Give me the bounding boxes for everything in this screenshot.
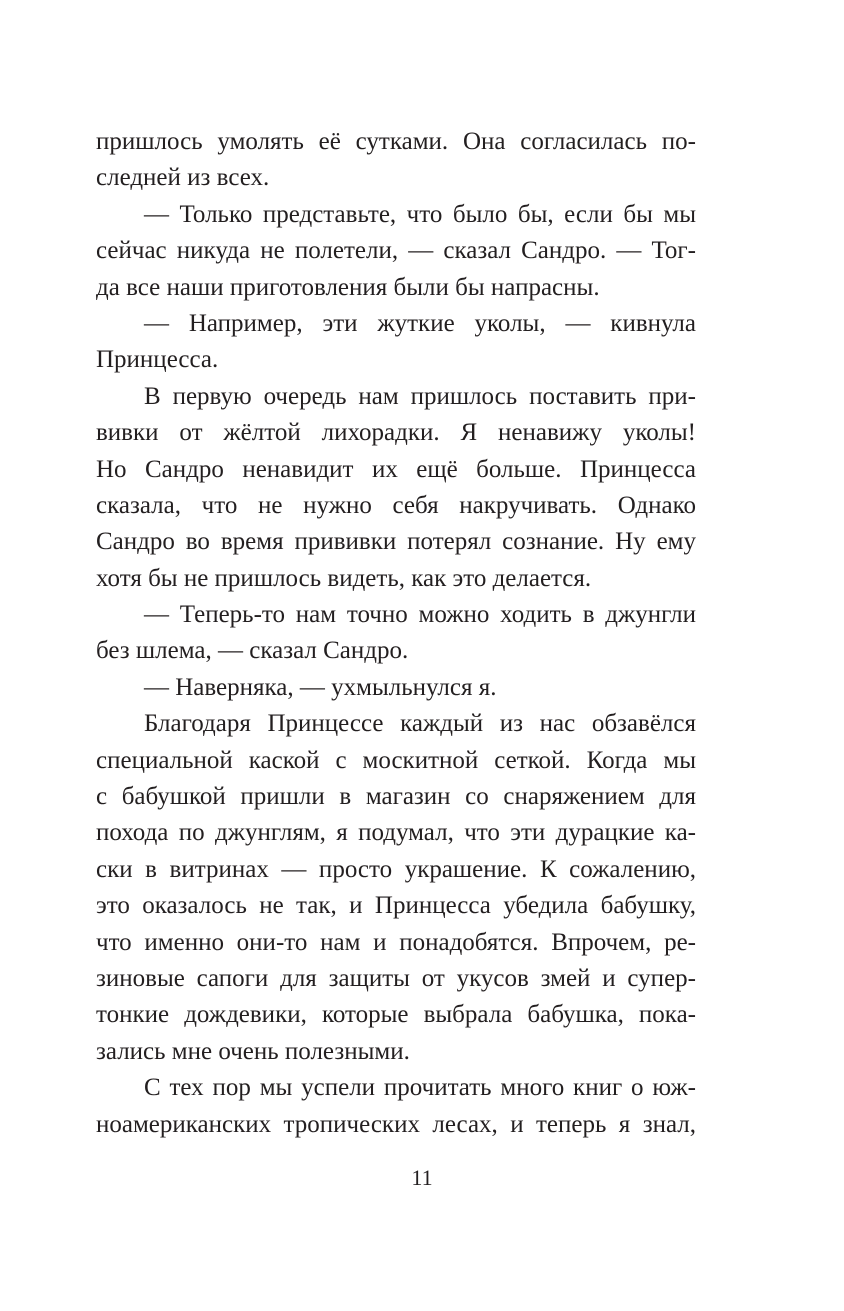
text-line: вивки от жёлтой лихорадки. Я ненавижу уколы! <box>96 419 696 447</box>
text-line: да все наши приготовления были бы напрасны. <box>96 273 600 301</box>
text-line: — Только представьте, что было бы, если бы мы <box>144 200 696 228</box>
page-number: 11 <box>411 1165 433 1190</box>
text-line: В первую очередь нам пришлось поставить при- <box>144 382 696 410</box>
text-line: ноамериканских тропических лесах, и теперь я знал, <box>96 1110 696 1138</box>
text-line: что именно они-то нам и понадобятся. Впрочем, ре- <box>96 928 696 956</box>
text-line: С тех пор мы успели прочитать много книг о юж- <box>144 1074 696 1102</box>
text-line: без шлема, — сказал Сандро. <box>96 637 409 665</box>
text-line: — Наверняка, — ухмыльнулся я. <box>144 673 497 701</box>
text-line: зались мне очень полезными. <box>96 1037 410 1065</box>
text-line: — Например, эти жуткие уколы, — кивнула <box>144 309 696 337</box>
text-line: Сандро во время прививки потерял сознание. Ну ему <box>96 528 696 556</box>
text-line: пришлось умолять её сутками. Она согласилась по- <box>96 128 696 155</box>
text-line: ски в витринах — просто украшение. К сожалению, <box>96 855 696 883</box>
text-line: Принцесса. <box>96 346 219 374</box>
text-line: похода по джунглям, я подумал, что эти дурацкие ка- <box>96 819 696 847</box>
text-line: хотя бы не пришлось видеть, как это делается. <box>96 564 592 592</box>
text-line: Но Сандро ненавидит их ещё больше. Принцесса <box>96 455 696 483</box>
text-line: Благодаря Принцессе каждый из нас обзавёлся <box>144 710 696 738</box>
text-line: сейчас никуда не полетели, — сказал Сандро. — Тог- <box>96 237 696 265</box>
text-line: зиновые сапоги для защиты от укусов змей и супер- <box>96 964 696 992</box>
text-line: сказала, что не нужно себя накручивать. Однако <box>96 491 696 519</box>
text-line: следней из всех. <box>96 164 270 192</box>
body-text <box>96 124 696 1143</box>
text-line: — Теперь-то нам точно можно ходить в джунгли <box>144 601 696 629</box>
text-line: это оказалось не так, и Принцесса убедила бабушку, <box>96 892 696 920</box>
text-line: тонкие дождевики, которые выбрала бабушка, пока- <box>96 1001 696 1029</box>
text-line: с бабушкой пришли в магазин со снаряжением для <box>96 783 696 811</box>
text-line: специальной каской с москитной сеткой. Когда мы <box>96 746 696 774</box>
